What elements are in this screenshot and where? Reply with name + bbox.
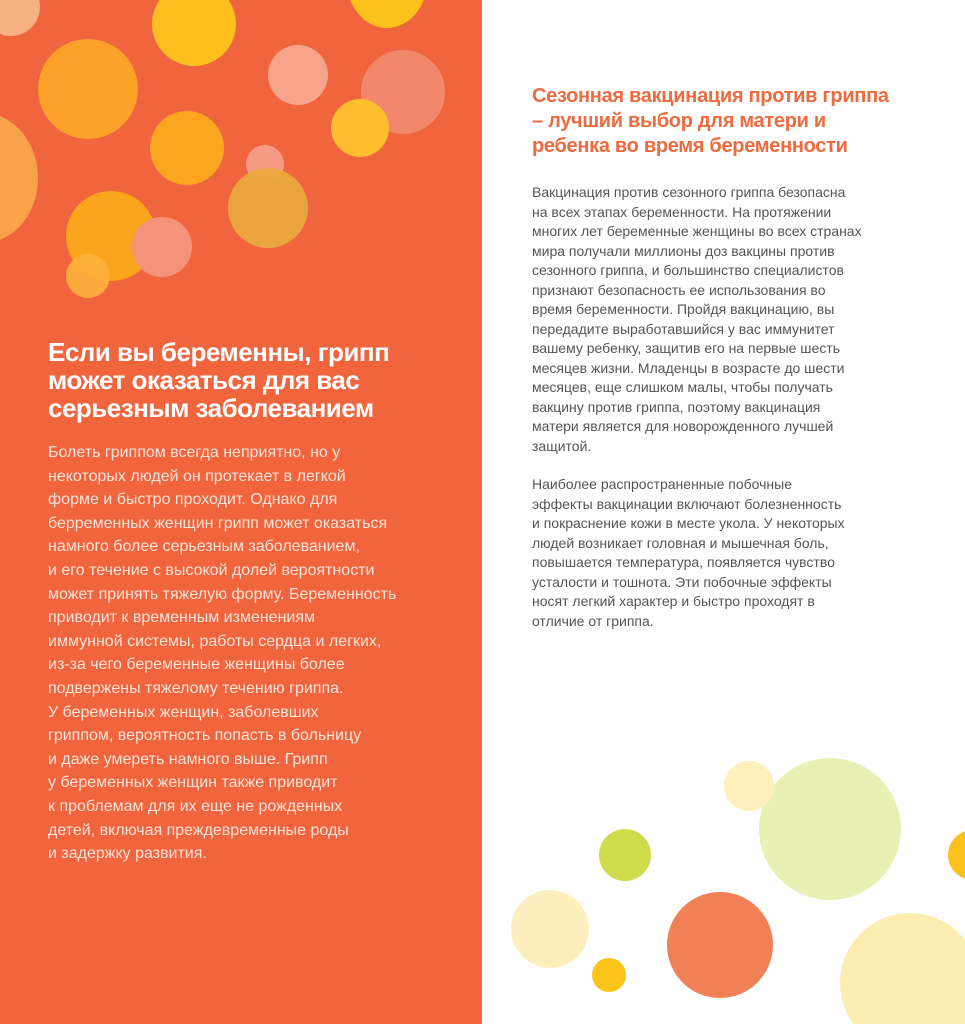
decor-circle [948, 830, 965, 880]
decor-circle [759, 758, 901, 900]
decor-circle [724, 761, 774, 811]
decor-circle [346, 0, 428, 28]
decor-circle [66, 254, 110, 298]
decor-circle [0, 0, 40, 36]
decor-circle [0, 113, 38, 243]
decor-circle [150, 111, 224, 185]
left-body-text: Болеть гриппом всегда неприятно, но у некоторых людей он протекает в легкой форме и быстро проходит. Однако для берременных женщин грипп может оказаться намного более серьезным заболеванием, и его течение с высокой долей вероятности может принять тяжелую форму. Беременность приводит к временным изменениям иммунной системы, работы сердца и легких, из-за чего беременные женщины более подвержены тяжелому течению гриппа. У беременных женщин, заболевших гриппом, вероятность попасть в больницу и даже умереть намного выше. Грипп у беременных женщин также приводит к проблемам для их еще не рожденных детей, включая преждевременные роды и задержку развития. [48, 444, 397, 863]
right-panel [482, 0, 965, 1024]
decor-circle [511, 890, 589, 968]
decor-circle [599, 829, 651, 881]
decor-circle [667, 892, 773, 998]
right-paragraph-2: Наиболее распространенные побочные эффекты вакцинации включают болезненность и покраснение кожи в месте укола. У некоторых людей возникает головная и мышечная боль, повышается температура, появляется чувство усталости и тошнота. Эти побочные эффекты носят легкий характер и быстро проходят в отличие от гриппа. [532, 476, 845, 629]
decor-circle [592, 958, 626, 992]
decor-circle [38, 39, 138, 139]
decor-circle [840, 913, 965, 1024]
decor-circle [268, 45, 328, 105]
right-heading: Сезонная вакцинация против гриппа – лучший выбор для матери и ребенка во время беременности [532, 85, 889, 157]
decor-circle [331, 99, 389, 157]
left-heading: Если вы беременны, грипп может оказаться для вас серьезным заболеванием [48, 337, 390, 423]
left-panel [0, 0, 482, 1024]
decor-circle [228, 168, 308, 248]
decor-circle [132, 217, 192, 277]
right-paragraph-1: Вакцинация против сезонного гриппа безопасна на всех этапах беременности. На протяжении многих лет беременные женщины во всех странах мира получали миллионы доз вакцины против сезонного гриппа, и большинство специалистов признают безопасность ее использования во время беременности. Пройдя вакцинацию, вы передадите выработавшийся у вас иммунитет вашему ребенку, защитив его на первые шесть месяцев жизни. Младенцы в возрасте до шести месяцев, еще слишком малы, чтобы получать вакцину против гриппа, поэтому вакцинация матери является для новорожденного лучшей защитой. [532, 184, 862, 454]
decor-circle [152, 0, 236, 66]
